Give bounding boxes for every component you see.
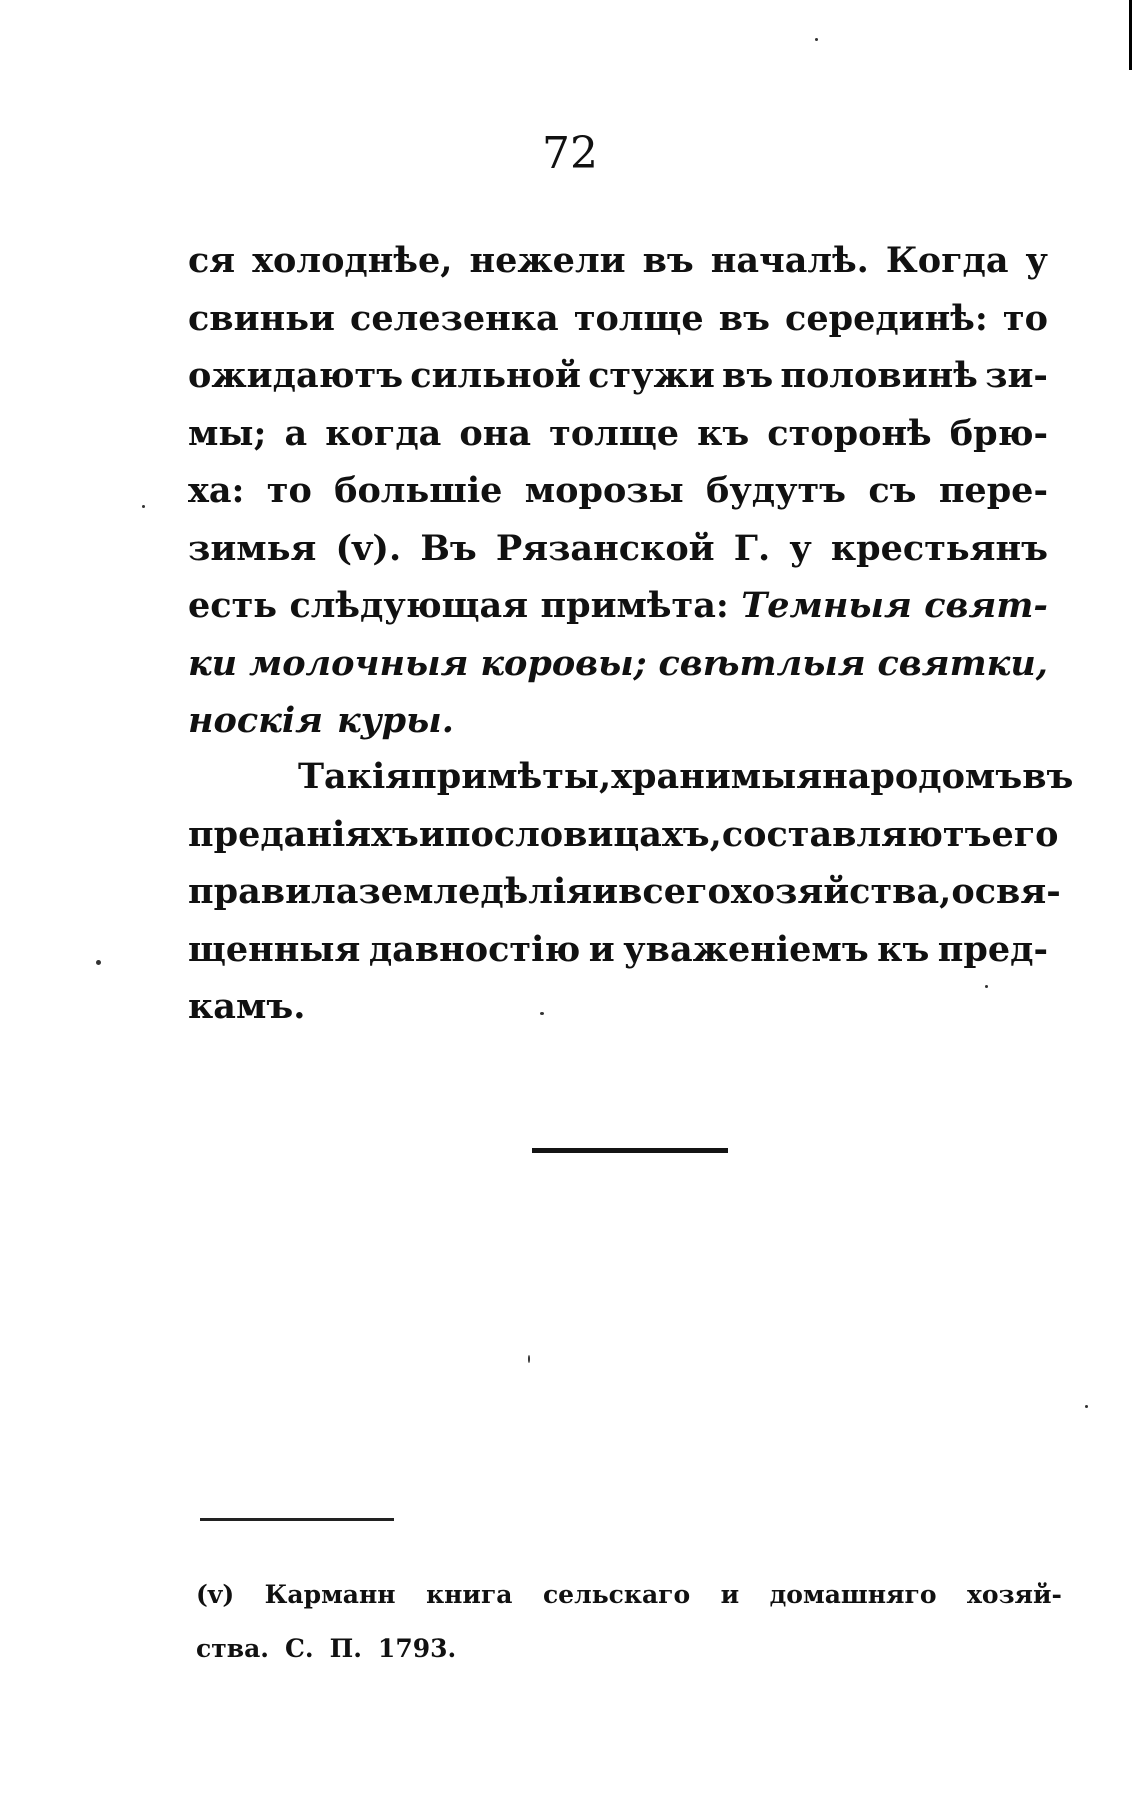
word: сторонѣ [767, 412, 932, 454]
word: холоднѣе, [252, 240, 453, 281]
word: Карманн [264, 1580, 396, 1609]
word: его [991, 813, 1059, 855]
word: брю- [949, 412, 1048, 454]
word: слѣдующая [289, 585, 529, 626]
word: хозяй- [967, 1580, 1062, 1609]
word: половинѣ [780, 355, 978, 396]
text-line [188, 635, 1048, 693]
text-line [188, 290, 1048, 348]
scan-speck [815, 38, 818, 41]
word: она [459, 412, 532, 454]
italic-word: святки, [877, 642, 1048, 684]
italic-word: свят- [924, 585, 1048, 626]
word: Такія [298, 756, 412, 797]
word: Когда [885, 240, 1009, 281]
text-line [188, 921, 1048, 979]
scan-speck [142, 505, 145, 508]
word: 1793. [377, 1634, 457, 1663]
word: есть [188, 585, 278, 626]
word: примѣты, [411, 756, 612, 797]
word: давностію [368, 928, 581, 970]
text-line [188, 520, 1048, 578]
word: началѣ. [710, 240, 869, 281]
word: въ [1022, 756, 1074, 797]
word: сельскаго [542, 1580, 691, 1609]
text-line [188, 806, 1059, 864]
footnote-marker: (v) [196, 1580, 235, 1609]
word: всего [618, 871, 731, 912]
word: земледѣлія [358, 871, 593, 912]
word: и [592, 871, 619, 912]
word: нежели [469, 240, 626, 281]
word: въ [722, 355, 774, 396]
word: серединѣ: [785, 297, 988, 339]
footnote-line [196, 1568, 1062, 1622]
word: зи- [985, 355, 1048, 396]
word: составляютъ [721, 813, 992, 855]
italic-word: свѣтлыя [658, 642, 866, 684]
word: въ [642, 240, 694, 281]
scan-speck [528, 1355, 530, 1363]
word: и [720, 1580, 740, 1609]
word: зимья [188, 527, 317, 569]
word: ха: [188, 470, 245, 511]
word: домашняго [769, 1580, 937, 1609]
footnote [196, 1568, 1062, 1676]
word: преданіяхъ [188, 813, 419, 855]
paragraph-2 [188, 748, 1074, 1036]
word: то [1002, 297, 1048, 339]
word: къ [697, 412, 750, 454]
text-line [188, 863, 1061, 921]
word: съ [868, 470, 917, 511]
text-line [188, 577, 1048, 635]
word: Въ [420, 527, 477, 569]
word: народомъ [822, 756, 1023, 797]
word: стужи [588, 355, 715, 396]
word: а [284, 412, 308, 454]
word: примѣта: [540, 585, 729, 626]
word: свиньи [188, 297, 335, 339]
word: пере- [938, 470, 1048, 511]
italic-word: ки [188, 642, 238, 684]
word: хозяйства, [730, 871, 952, 912]
word: щенныя [188, 928, 361, 970]
word: уваженіемъ [623, 928, 869, 970]
word: хранимыя [611, 756, 823, 797]
italic-word: Темныя [741, 585, 912, 626]
text-line [188, 232, 1048, 290]
word: книга [426, 1580, 513, 1609]
text-line [188, 347, 1048, 405]
word: селезенка [350, 297, 559, 339]
word: ся [188, 240, 236, 281]
paragraph-1 [188, 232, 1048, 750]
word: то [266, 470, 312, 511]
section-divider-rule [532, 1148, 728, 1153]
word: и [588, 928, 615, 970]
word: С. [285, 1634, 314, 1663]
word: освя- [951, 871, 1061, 912]
word: сильной [410, 355, 581, 396]
text-line [188, 462, 1048, 520]
word: у [789, 527, 812, 569]
scan-speck [96, 960, 101, 965]
text-line [188, 748, 1074, 806]
word: будутъ [706, 470, 847, 511]
word: въ [718, 297, 770, 339]
word: Г. [733, 527, 771, 569]
footnote-line [196, 1622, 1062, 1676]
word: ства. [196, 1634, 269, 1663]
word: камъ. [188, 986, 306, 1027]
word: толще [573, 297, 704, 339]
word: къ [877, 928, 930, 970]
scan-edge-mark [1129, 0, 1132, 70]
scan-speck [1085, 1405, 1088, 1408]
text-line [188, 692, 1048, 750]
word: и [418, 813, 445, 855]
word: когда [325, 412, 442, 454]
word: ожидаютъ [188, 355, 404, 396]
word: пред- [937, 928, 1048, 970]
word: мы; [188, 412, 267, 454]
word: пословицахъ, [444, 813, 722, 855]
word: у [1025, 240, 1048, 281]
word: крестьянъ [830, 527, 1048, 569]
italic-word: носкія [188, 700, 324, 741]
footnote-separator-rule [200, 1518, 394, 1521]
word: правила [188, 871, 359, 912]
page-number: 72 [542, 128, 598, 179]
word: морозы [524, 470, 684, 511]
scan-speck [540, 1012, 544, 1015]
italic-word: куры. [337, 700, 454, 741]
italic-word: молочныя [248, 642, 469, 684]
word: большіе [334, 470, 503, 511]
italic-word: коровы; [480, 642, 647, 684]
word: П. [329, 1634, 362, 1663]
text-line [188, 978, 1048, 1036]
footnote-reference: (v). [335, 527, 402, 569]
text-line [188, 405, 1048, 463]
word: Рязанской [495, 527, 715, 569]
word: толще [549, 412, 679, 454]
scan-speck [985, 985, 988, 988]
